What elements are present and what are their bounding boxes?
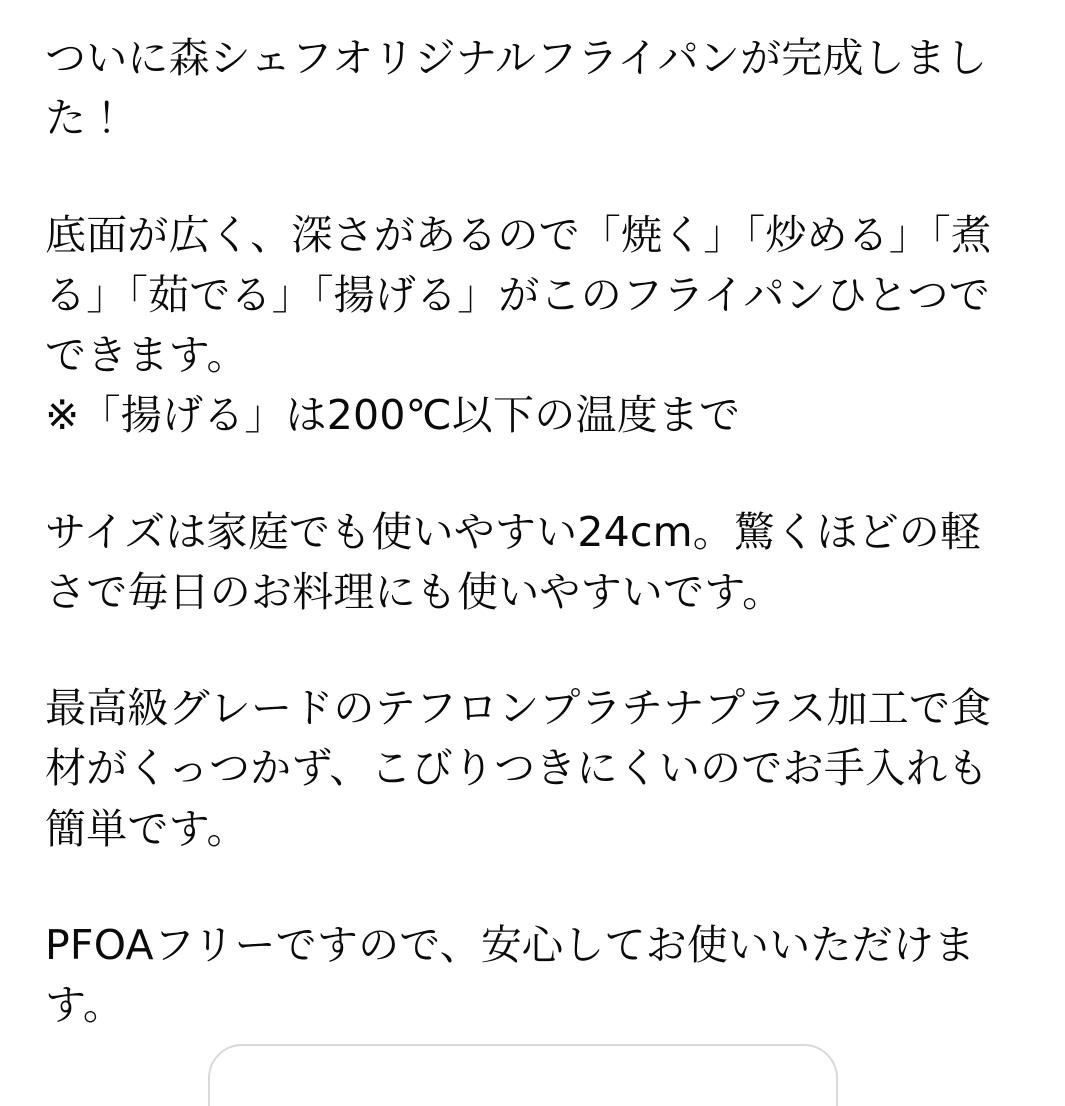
paragraph-pfoa-free: PFOAフリーですので、安心してお使いいただけます。 bbox=[45, 920, 976, 1030]
paragraph-features: 底面が広く、深さがあるので「焼く」「炒める」「煮る」「茹でる」「揚げる」がこのフライパンひとつでできます。 bbox=[45, 210, 992, 380]
bottom-rounded-shape bbox=[208, 1044, 838, 1106]
paragraph-size: サイズは家庭でも使いやすい24cm。驚くほどの軽さで毎日のお料理にも使いやすいです。 bbox=[45, 507, 982, 616]
paragraph-coating: 最高級グレードのテフロンプラチナプラス加工で食材がくっつかず、こびりつきにくいのでお手入れも簡単です。 bbox=[45, 684, 992, 853]
paragraph-note-temperature: ※「揚げる」は200℃以下の温度まで bbox=[45, 391, 741, 440]
document-body bbox=[45, 28, 1010, 1035]
paragraph-intro: ついに森シェフオリジナルフライパンが完成しました！ bbox=[45, 34, 988, 143]
